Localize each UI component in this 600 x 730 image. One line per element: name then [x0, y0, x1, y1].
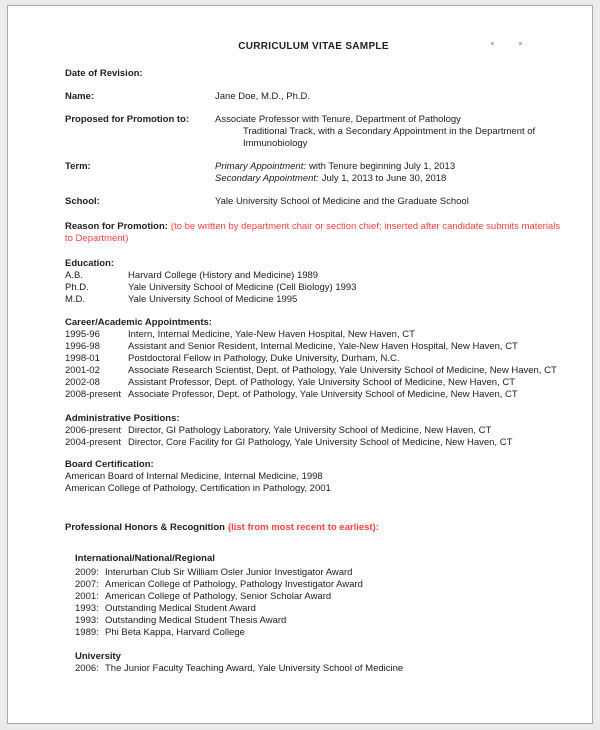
- career-years: 2008-present: [65, 389, 121, 400]
- career-row: [65, 365, 562, 377]
- education-degree: M.D.: [65, 294, 86, 305]
- administrative-detail: Director, GI Pathology Laboratory, Yale University School of Medicine, New Haven, CT: [128, 425, 492, 436]
- date-of-revision-label: Date of Revision:: [65, 68, 143, 79]
- education-heading: Education:: [65, 258, 115, 269]
- administrative-heading: Administrative Positions:: [65, 413, 180, 424]
- term-secondary-rest: July 1, 2013 to June 30, 2018: [321, 173, 447, 184]
- career-years: 2001-02: [65, 365, 100, 376]
- education-row: [65, 270, 562, 282]
- field-row-name: [65, 91, 562, 103]
- education-degree: A.B.: [65, 270, 83, 281]
- proposed-promotion-value: [215, 114, 562, 150]
- honors-rows: [75, 567, 562, 639]
- career-heading: Career/Academic Appointments:: [65, 317, 212, 328]
- date-of-revision-value: [215, 68, 562, 80]
- honor-row: [75, 627, 562, 639]
- career-years: 1998-01: [65, 353, 100, 364]
- administrative-row: [65, 425, 562, 437]
- name-value: Jane Doe, M.D., Ph.D.: [215, 91, 311, 102]
- education-row: [65, 294, 562, 306]
- honor-year: 1989:: [75, 627, 99, 638]
- honors-subsection-international: [75, 553, 562, 675]
- career-detail: Postdoctoral Fellow in Pathology, Duke University, Durham, N.C.: [128, 353, 400, 364]
- board-certification-heading: Board Certification:: [65, 459, 154, 470]
- page-artifact-dot: [491, 42, 494, 45]
- proposed-promotion-label: Proposed for Promotion to:: [65, 114, 190, 125]
- education-section: [65, 258, 562, 306]
- term-value: [215, 161, 562, 185]
- honor-detail: American College of Pathology, Senior Scholar Award: [105, 591, 332, 602]
- career-detail: Assistant Professor, Dept. of Pathology, Yale University School of Medicine, New Haven, CT: [128, 377, 516, 388]
- honor-detail: Phi Beta Kappa, Harvard College: [105, 627, 245, 638]
- honors-heading-text: Professional Honors & Recognition: [65, 522, 225, 533]
- honor-row: [75, 603, 562, 615]
- proposed-line: Associate Professor with Tenure, Department of Pathology: [215, 114, 461, 125]
- field-row-proposed-promotion: [65, 114, 562, 150]
- career-row: [65, 329, 562, 341]
- honor-row: [75, 663, 562, 675]
- honor-year: 2009:: [75, 567, 99, 578]
- honor-year: 1993:: [75, 615, 99, 626]
- document-title: CURRICULUM VITAE SAMPLE: [238, 41, 389, 52]
- career-years: 1995-96: [65, 329, 100, 340]
- field-row-date-of-revision: [65, 68, 562, 80]
- career-row: [65, 341, 562, 353]
- honor-row: [75, 615, 562, 627]
- honors-subsection-title: International/National/Regional: [75, 553, 215, 564]
- honors-subsection-title: University: [75, 651, 121, 662]
- administrative-detail: Director, Core Facility for GI Pathology, Yale University School of Medicine, New Haven, CT: [128, 437, 513, 448]
- career-row: [65, 377, 562, 389]
- reason-note: (to be written by department chair or section chief; inserted after candidate submits materials to Department): [65, 221, 561, 244]
- school-label: School:: [65, 196, 100, 207]
- career-row: [65, 353, 562, 365]
- proposed-line: Immunobiology: [243, 138, 308, 149]
- proposed-line: Traditional Track, with a Secondary Appointment in the Department of: [243, 126, 536, 137]
- career-years: 2002-08: [65, 377, 100, 388]
- administrative-row: [65, 437, 562, 449]
- page-artifact-dot: [519, 42, 522, 45]
- administrative-positions-section: [65, 413, 562, 449]
- honor-year: 2006:: [75, 663, 99, 674]
- honors-section: [65, 522, 562, 675]
- career-detail: Associate Professor, Dept. of Pathology, Yale University School of Medicine, New Haven, CT: [128, 389, 518, 400]
- honor-row: [75, 567, 562, 579]
- education-detail: Harvard College (History and Medicine) 1989: [128, 270, 319, 281]
- term-primary-rest: with Tenure beginning July 1, 2013: [309, 161, 456, 172]
- administrative-years: 2004-present: [65, 437, 121, 448]
- honor-year: 2007:: [75, 579, 99, 590]
- name-label: Name:: [65, 91, 95, 102]
- term-primary-lead: Primary Appointment:: [215, 161, 306, 172]
- career-appointments-section: [65, 317, 562, 401]
- honors-heading-note: (list from most recent to earliest):: [227, 522, 379, 533]
- career-detail: Assistant and Senior Resident, Internal Medicine, Yale-New Haven Hospital, New Haven, CT: [128, 341, 518, 352]
- honor-year: 2001:: [75, 591, 99, 602]
- school-value: Yale University School of Medicine and the Graduate School: [215, 196, 469, 207]
- education-degree: Ph.D.: [65, 282, 89, 293]
- field-row-term: [65, 161, 562, 185]
- term-line-primary: [215, 161, 562, 173]
- term-line-secondary: [215, 173, 562, 185]
- career-years: 1996-98: [65, 341, 100, 352]
- document-page: [7, 5, 593, 724]
- term-label: Term:: [65, 161, 91, 172]
- field-row-school: [65, 196, 562, 208]
- reason-for-promotion-paragraph: [65, 221, 562, 245]
- board-certification-line: American Board of Internal Medicine, Internal Medicine, 1998: [65, 471, 323, 482]
- education-detail: Yale University School of Medicine (Cell Biology) 1993: [128, 282, 357, 293]
- board-certification-section: [65, 459, 562, 495]
- honors-heading: [65, 522, 562, 534]
- administrative-years: 2006-present: [65, 425, 121, 436]
- honor-detail: Interurban Club Sir William Osler Junior Investigator Award: [105, 567, 353, 578]
- career-detail: Associate Research Scientist, Dept. of Pathology, Yale University School of Medicine, New Haven, CT: [128, 365, 557, 376]
- career-detail: Intern, Internal Medicine, Yale-New Haven Hospital, New Haven, CT: [128, 329, 415, 340]
- term-secondary-lead: Secondary Appointment:: [215, 173, 319, 184]
- education-detail: Yale University School of Medicine 1995: [128, 294, 298, 305]
- honor-year: 1993:: [75, 603, 99, 614]
- career-row: [65, 389, 562, 401]
- board-certification-line: American College of Pathology, Certification in Pathology, 2001: [65, 483, 331, 494]
- honor-row: [75, 591, 562, 603]
- honor-detail: The Junior Faculty Teaching Award, Yale University School of Medicine: [105, 663, 404, 674]
- honor-detail: Outstanding Medical Student Thesis Award: [105, 615, 287, 626]
- honor-row: [75, 579, 562, 591]
- education-row: [65, 282, 562, 294]
- honor-detail: American College of Pathology, Pathology Investigator Award: [105, 579, 363, 590]
- reason-label: Reason for Promotion:: [65, 221, 168, 232]
- honor-detail: Outstanding Medical Student Award: [105, 603, 256, 614]
